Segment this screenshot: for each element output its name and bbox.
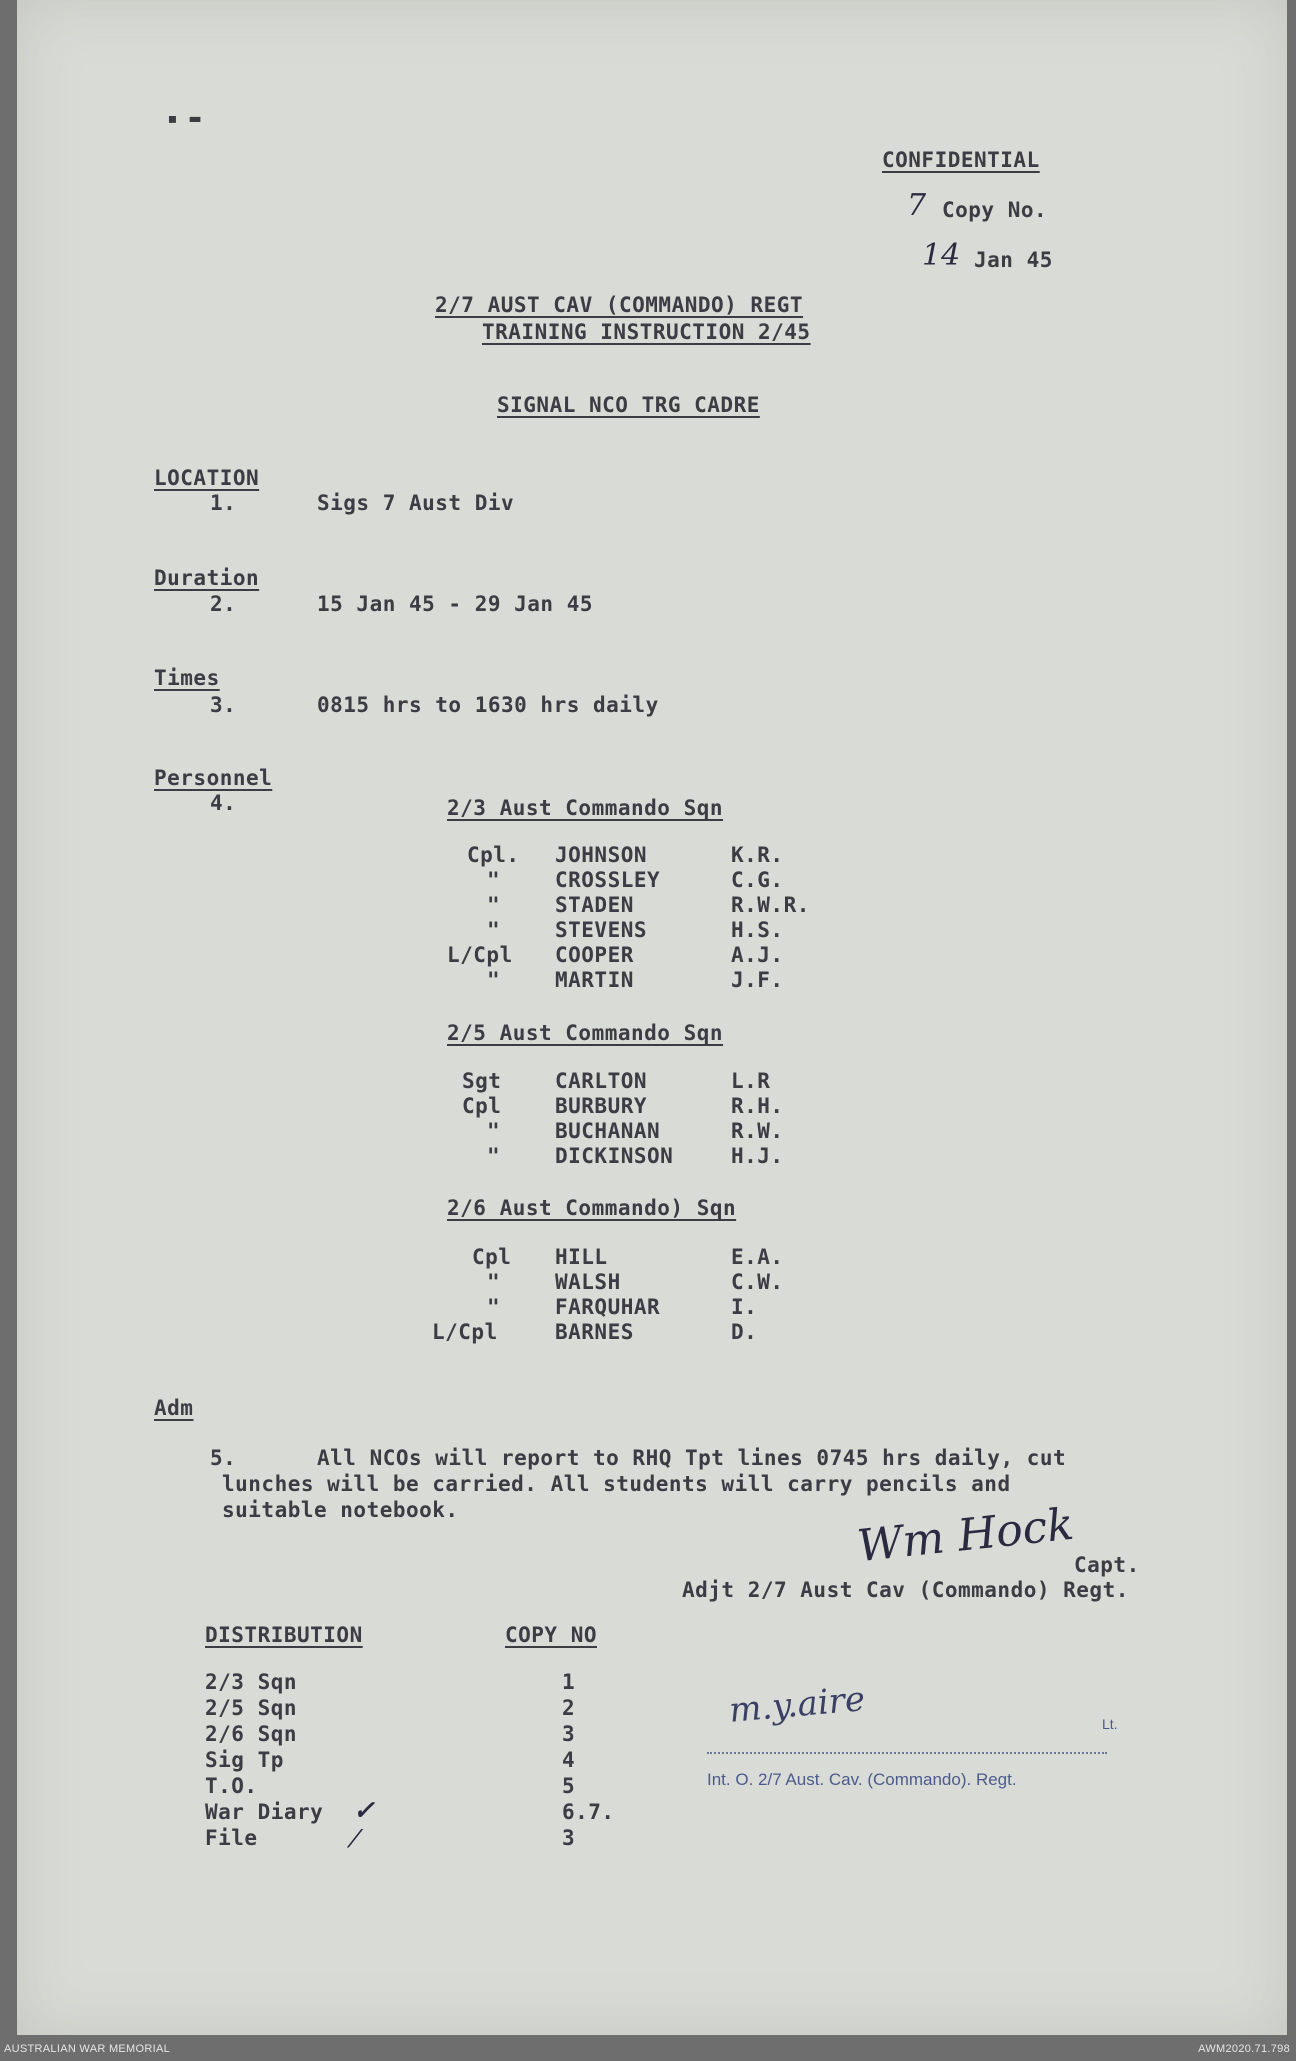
distribution-copy-number: 6.7. bbox=[562, 1800, 615, 1824]
personnel-rank: Cpl. bbox=[467, 843, 520, 867]
personnel-name: WALSH bbox=[555, 1270, 621, 1294]
personnel-initials: H.J. bbox=[731, 1144, 784, 1168]
distribution-row bbox=[205, 1670, 625, 1696]
distribution-recipient: T.O. bbox=[205, 1774, 258, 1798]
personnel-name: FARQUHAR bbox=[555, 1295, 661, 1319]
personnel-initials: H.S. bbox=[731, 918, 784, 942]
section-heading-adm: Adm bbox=[154, 1396, 194, 1420]
distribution-recipient: War Diary bbox=[205, 1800, 324, 1824]
personnel-initials: A.J. bbox=[731, 943, 784, 967]
distribution-copy-number: 5 bbox=[562, 1774, 576, 1798]
document-title-line2: TRAINING INSTRUCTION 2/45 bbox=[482, 320, 811, 344]
section-heading-location: LOCATION bbox=[154, 466, 260, 490]
section-text-times: 0815 hrs to 1630 hrs daily bbox=[317, 693, 659, 717]
personnel-name: DICKINSON bbox=[555, 1144, 674, 1168]
personnel-name: BURBURY bbox=[555, 1094, 648, 1118]
distribution-recipient: 2/5 Sqn bbox=[205, 1696, 298, 1720]
section-number: 5. bbox=[210, 1446, 237, 1470]
distribution-copy-number: 3 bbox=[562, 1826, 576, 1850]
personnel-initials: I. bbox=[731, 1295, 758, 1319]
distribution-copy-number: 1 bbox=[562, 1670, 576, 1694]
distribution-copy-number: 4 bbox=[562, 1748, 576, 1772]
signature-rank: Capt. bbox=[1074, 1553, 1140, 1577]
copy-number-handwritten: 7 bbox=[907, 188, 927, 223]
personnel-name: HILL bbox=[555, 1245, 608, 1269]
distribution-copy-number: 2 bbox=[562, 1696, 576, 1720]
squadron-heading: 2/6 Aust Commando) Sqn bbox=[447, 1196, 737, 1220]
stamp-dotted-line bbox=[707, 1752, 1107, 1754]
date-day-handwritten: 14 bbox=[922, 238, 961, 273]
date-label: Jan 45 bbox=[974, 248, 1053, 272]
personnel-name: COOPER bbox=[555, 943, 634, 967]
personnel-initials: C.W. bbox=[731, 1270, 784, 1294]
personnel-name: BARNES bbox=[555, 1320, 634, 1344]
distribution-row bbox=[205, 1826, 625, 1852]
stray-mark: ▪ ▬ bbox=[167, 108, 202, 129]
distribution-heading: DISTRIBUTION bbox=[205, 1623, 363, 1647]
stamp-lt-suffix: Lt. bbox=[1102, 1716, 1118, 1732]
section-heading-times: Times bbox=[154, 666, 220, 690]
copy-number-label: Copy No. bbox=[942, 198, 1048, 222]
personnel-rank: " bbox=[487, 918, 501, 942]
signature-title: Adjt 2/7 Aust Cav (Commando) Regt. bbox=[682, 1578, 1129, 1602]
checkmark-icon: ✓ bbox=[353, 1796, 376, 1826]
personnel-initials: R.W.R. bbox=[731, 893, 810, 917]
section-number: 3. bbox=[210, 693, 237, 717]
personnel-initials: R.H. bbox=[731, 1094, 784, 1118]
personnel-rank: L/Cpl bbox=[432, 1320, 498, 1344]
adm-text-line3: suitable notebook. bbox=[222, 1498, 459, 1522]
distribution-row bbox=[205, 1696, 625, 1722]
stamp-officer-title: Int. O. 2/7 Aust. Cav. (Commando). Regt. bbox=[707, 1770, 1017, 1789]
personnel-name: STADEN bbox=[555, 893, 634, 917]
adjutant-signature: Wm Hock bbox=[854, 1498, 1077, 1573]
distribution-row bbox=[205, 1774, 625, 1800]
footer-institution: AUSTRALIAN WAR MEMORIAL bbox=[4, 2043, 171, 2055]
tick-mark-icon: ⁄ bbox=[353, 1824, 358, 1853]
intelligence-officer-signature: m.y.aire bbox=[727, 1679, 867, 1731]
squadron-heading: 2/5 Aust Commando Sqn bbox=[447, 1021, 724, 1045]
personnel-rank: Sgt bbox=[462, 1069, 502, 1093]
personnel-rank: " bbox=[487, 868, 501, 892]
section-number: 4. bbox=[210, 791, 237, 815]
distribution-recipient: Sig Tp bbox=[205, 1748, 284, 1772]
copy-no-heading: COPY NO bbox=[505, 1623, 598, 1647]
personnel-rank: " bbox=[487, 1295, 501, 1319]
personnel-initials: D. bbox=[731, 1320, 758, 1344]
squadron-heading: 2/3 Aust Commando Sqn bbox=[447, 796, 724, 820]
personnel-rank: " bbox=[487, 1144, 501, 1168]
document-title-line1: 2/7 AUST CAV (COMMANDO) REGT bbox=[435, 293, 804, 317]
personnel-rank: Cpl bbox=[462, 1094, 502, 1118]
adm-text-line1: All NCOs will report to RHQ Tpt lines 0745 hrs daily, cut bbox=[317, 1446, 1067, 1470]
distribution-row bbox=[205, 1748, 625, 1774]
distribution-recipient: 2/6 Sqn bbox=[205, 1722, 298, 1746]
distribution-row bbox=[205, 1796, 625, 1826]
section-number: 2. bbox=[210, 592, 237, 616]
distribution-row bbox=[205, 1722, 625, 1748]
distribution-recipient: File bbox=[205, 1826, 258, 1850]
distribution-copy-number: 3 bbox=[562, 1722, 576, 1746]
personnel-name: JOHNSON bbox=[555, 843, 648, 867]
section-number: 1. bbox=[210, 491, 237, 515]
personnel-initials: C.G. bbox=[731, 868, 784, 892]
distribution-recipient: 2/3 Sqn bbox=[205, 1670, 298, 1694]
personnel-rank: " bbox=[487, 968, 501, 992]
classification-label: CONFIDENTIAL bbox=[882, 148, 1040, 172]
personnel-name: BUCHANAN bbox=[555, 1119, 661, 1143]
distribution-list bbox=[205, 1670, 625, 1852]
section-heading-personnel: Personnel bbox=[154, 766, 273, 790]
personnel-name: STEVENS bbox=[555, 918, 648, 942]
adm-text-line2: lunches will be carried. All students will carry pencils and bbox=[222, 1472, 1011, 1496]
personnel-name: CROSSLEY bbox=[555, 868, 661, 892]
personnel-name: CARLTON bbox=[555, 1069, 648, 1093]
footer-accession-number: AWM2020.71.798 bbox=[1198, 2043, 1290, 2055]
personnel-initials: L.R bbox=[731, 1069, 771, 1093]
document-page bbox=[17, 0, 1287, 2035]
personnel-name: MARTIN bbox=[555, 968, 634, 992]
section-heading-duration: Duration bbox=[154, 566, 260, 590]
personnel-rank: " bbox=[487, 1119, 501, 1143]
personnel-rank: " bbox=[487, 893, 501, 917]
section-text-location: Sigs 7 Aust Div bbox=[317, 491, 515, 515]
personnel-initials: E.A. bbox=[731, 1245, 784, 1269]
personnel-initials: R.W. bbox=[731, 1119, 784, 1143]
personnel-rank: " bbox=[487, 1270, 501, 1294]
personnel-initials: J.F. bbox=[731, 968, 784, 992]
section-text-duration: 15 Jan 45 - 29 Jan 45 bbox=[317, 592, 594, 616]
personnel-rank: Cpl bbox=[472, 1245, 512, 1269]
personnel-rank: L/Cpl bbox=[447, 943, 513, 967]
personnel-initials: K.R. bbox=[731, 843, 784, 867]
document-subject: SIGNAL NCO TRG CADRE bbox=[497, 393, 760, 417]
